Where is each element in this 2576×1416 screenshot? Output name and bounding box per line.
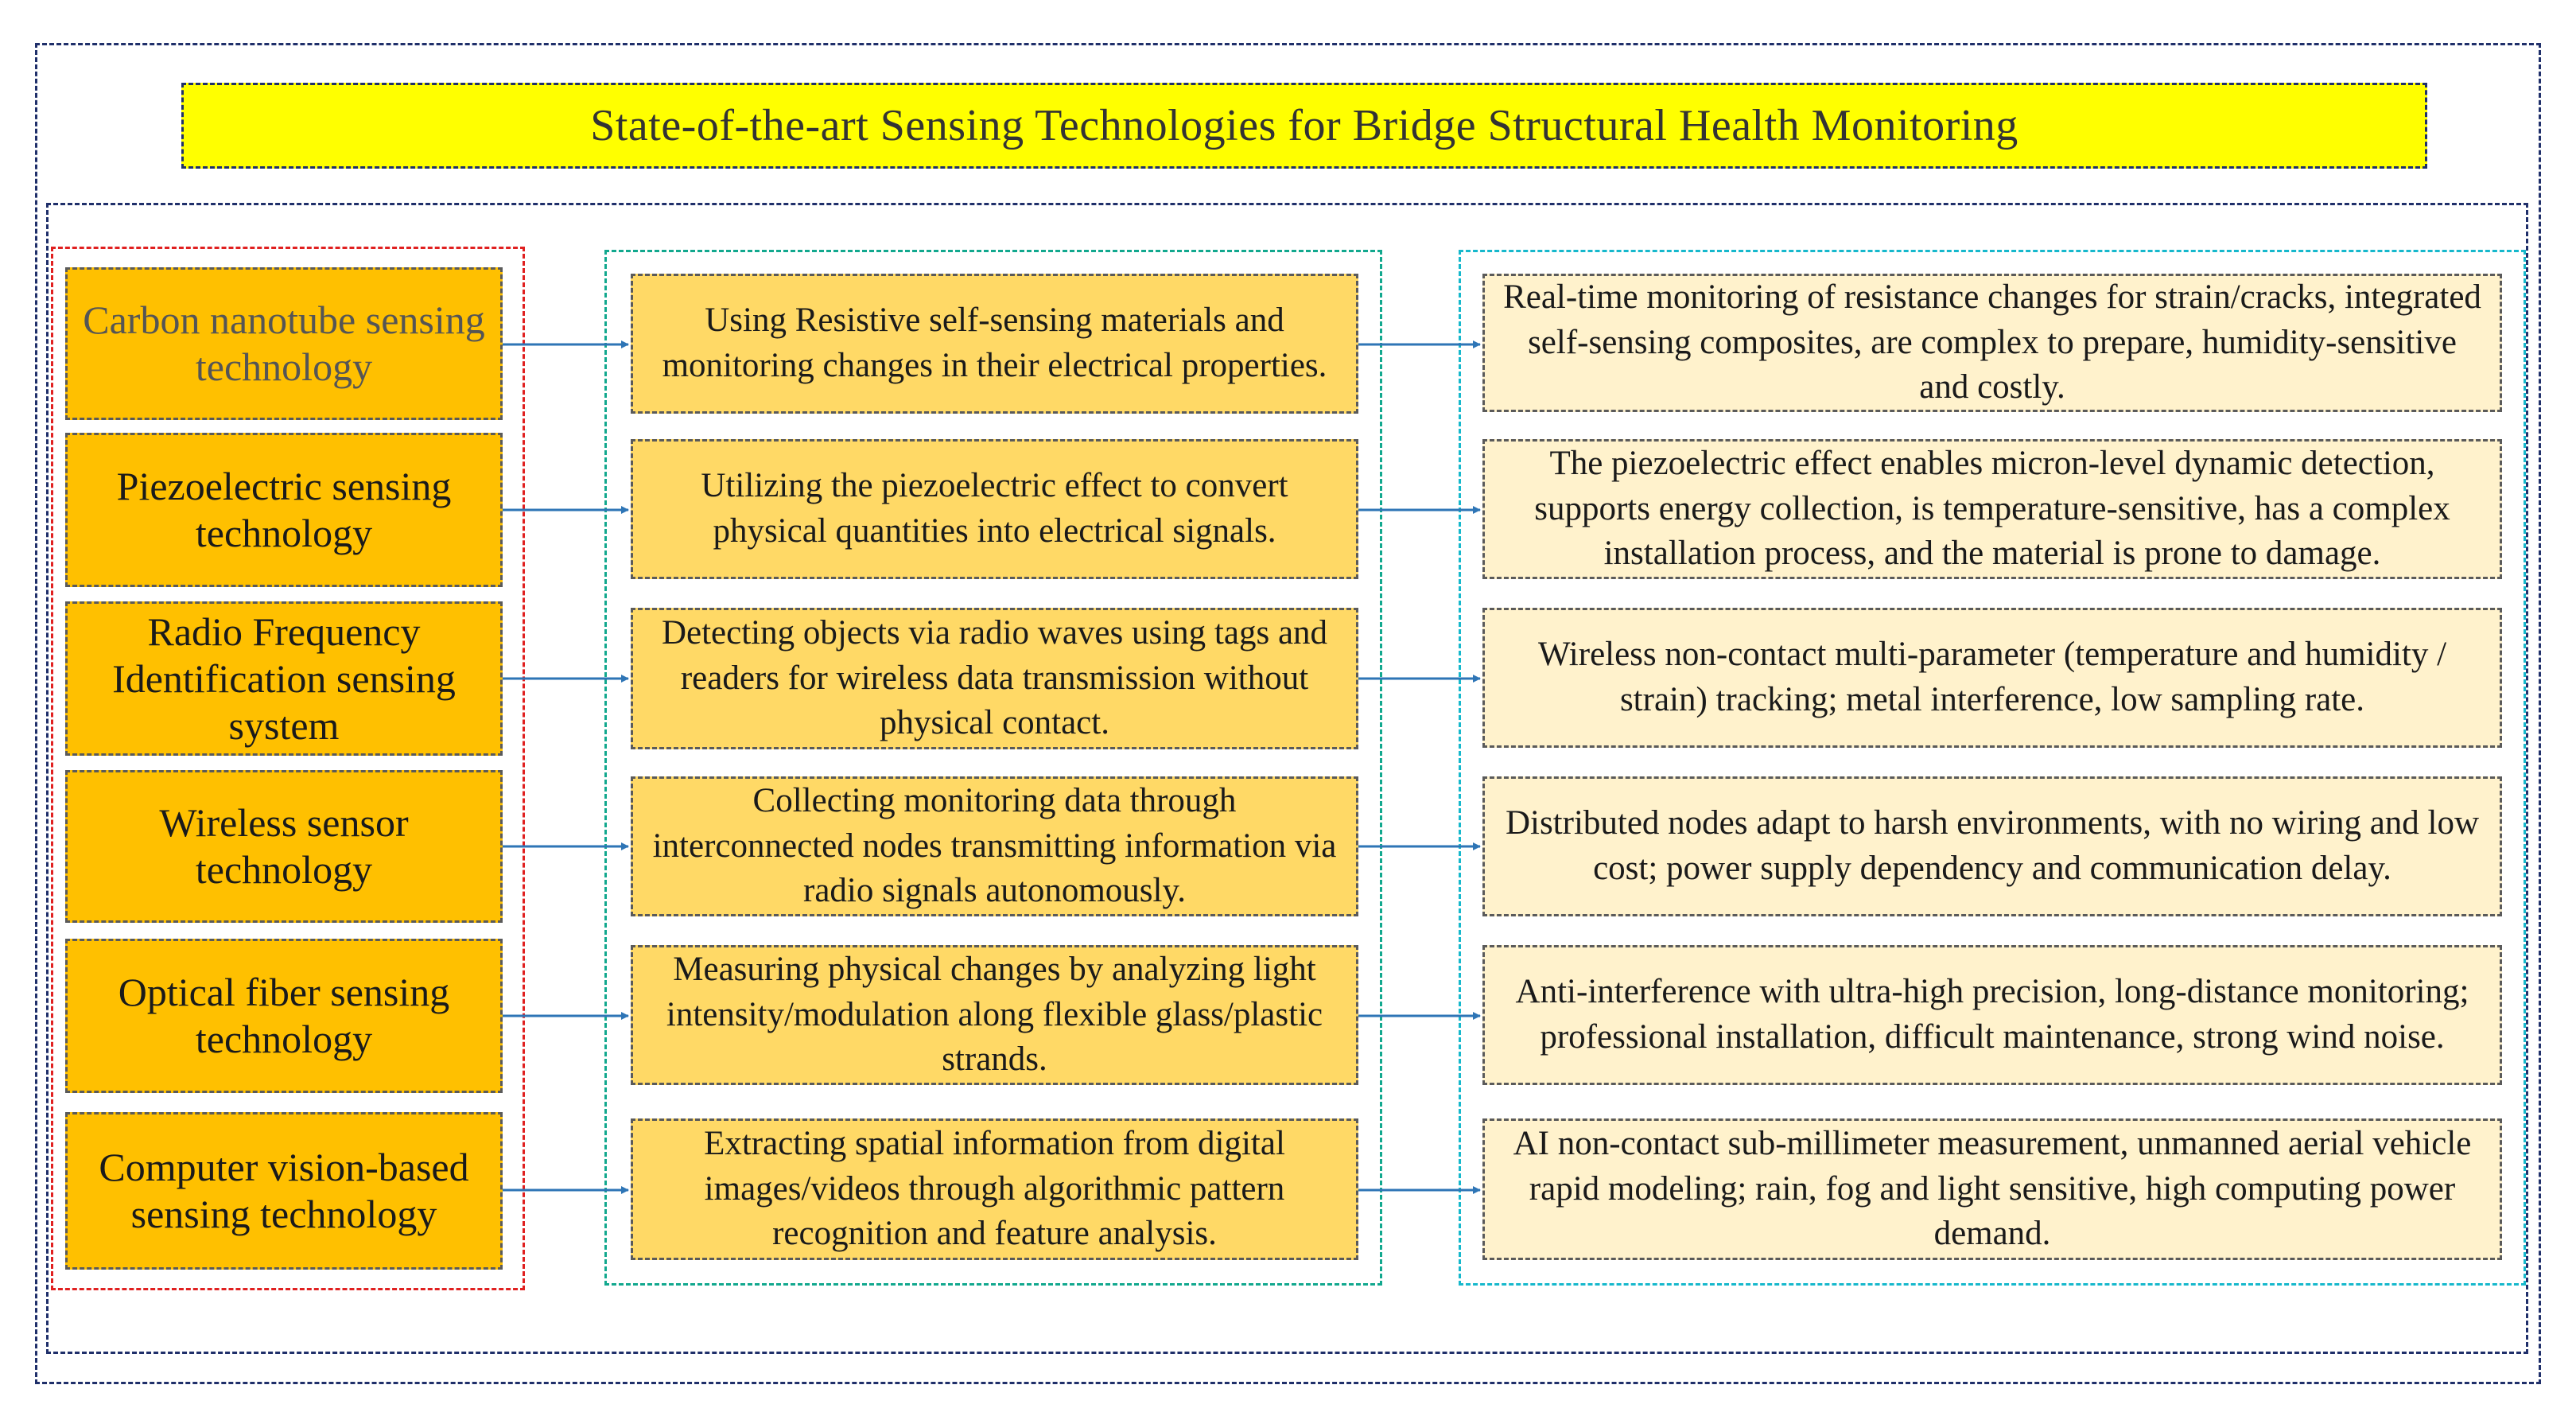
technology-box-piezoelectric: Piezoelectric sensing technology — [65, 433, 503, 587]
feature-box-piezoelectric: The piezoelectric effect enables micron-level dynamic detection, supports energy collection, is temperature-sensitive, has a complex installation process, and the material is prone to damage. — [1482, 439, 2502, 579]
feature-box-rfid: Wireless non-contact multi-parameter (temperature and humidity / strain) tracking; metal interference, low sampling rate. — [1482, 608, 2502, 748]
method-box-carbon-nanotube: Using Resistive self-sensing materials and monitoring changes in their electrical properties. — [631, 274, 1358, 414]
technology-box-rfid: Radio Frequency Identification sensing system — [65, 601, 503, 756]
diagram-title: State-of-the-art Sensing Technologies for Bridge Structural Health Monitoring — [181, 83, 2427, 169]
method-box-rfid: Detecting objects via radio waves using tags and readers for wireless data transmission without physical contact. — [631, 608, 1358, 749]
feature-box-optical-fiber: Anti-interference with ultra-high precision, long-distance monitoring; professional installation, difficult maintenance, strong wind noise. — [1482, 945, 2502, 1085]
feature-box-wireless-sensor: Distributed nodes adapt to harsh environments, with no wiring and low cost; power supply dependency and communication delay. — [1482, 776, 2502, 916]
method-box-wireless-sensor: Collecting monitoring data through interconnected nodes transmitting information via radio signals autonomously. — [631, 776, 1358, 916]
technology-box-computer-vision: Computer vision-based sensing technology — [65, 1112, 503, 1270]
feature-box-computer-vision: AI non-contact sub-millimeter measurement, unmanned aerial vehicle rapid modeling; rain, fog and light sensitive, high computing power demand. — [1482, 1118, 2502, 1260]
method-box-optical-fiber: Measuring physical changes by analyzing light intensity/modulation along flexible glass/plastic strands. — [631, 945, 1358, 1085]
technology-box-carbon-nanotube: Carbon nanotube sensing technology — [65, 267, 503, 420]
method-box-piezoelectric: Utilizing the piezoelectric effect to convert physical quantities into electrical signals. — [631, 439, 1358, 579]
technology-box-wireless-sensor: Wireless sensor technology — [65, 770, 503, 923]
technology-box-optical-fiber: Optical fiber sensing technology — [65, 939, 503, 1093]
method-box-computer-vision: Extracting spatial information from digital images/videos through algorithmic pattern recognition and feature analysis. — [631, 1118, 1358, 1260]
feature-box-carbon-nanotube: Real-time monitoring of resistance changes for strain/cracks, integrated self-sensing composites, are complex to prepare, humidity-sensitive and costly. — [1482, 274, 2502, 412]
